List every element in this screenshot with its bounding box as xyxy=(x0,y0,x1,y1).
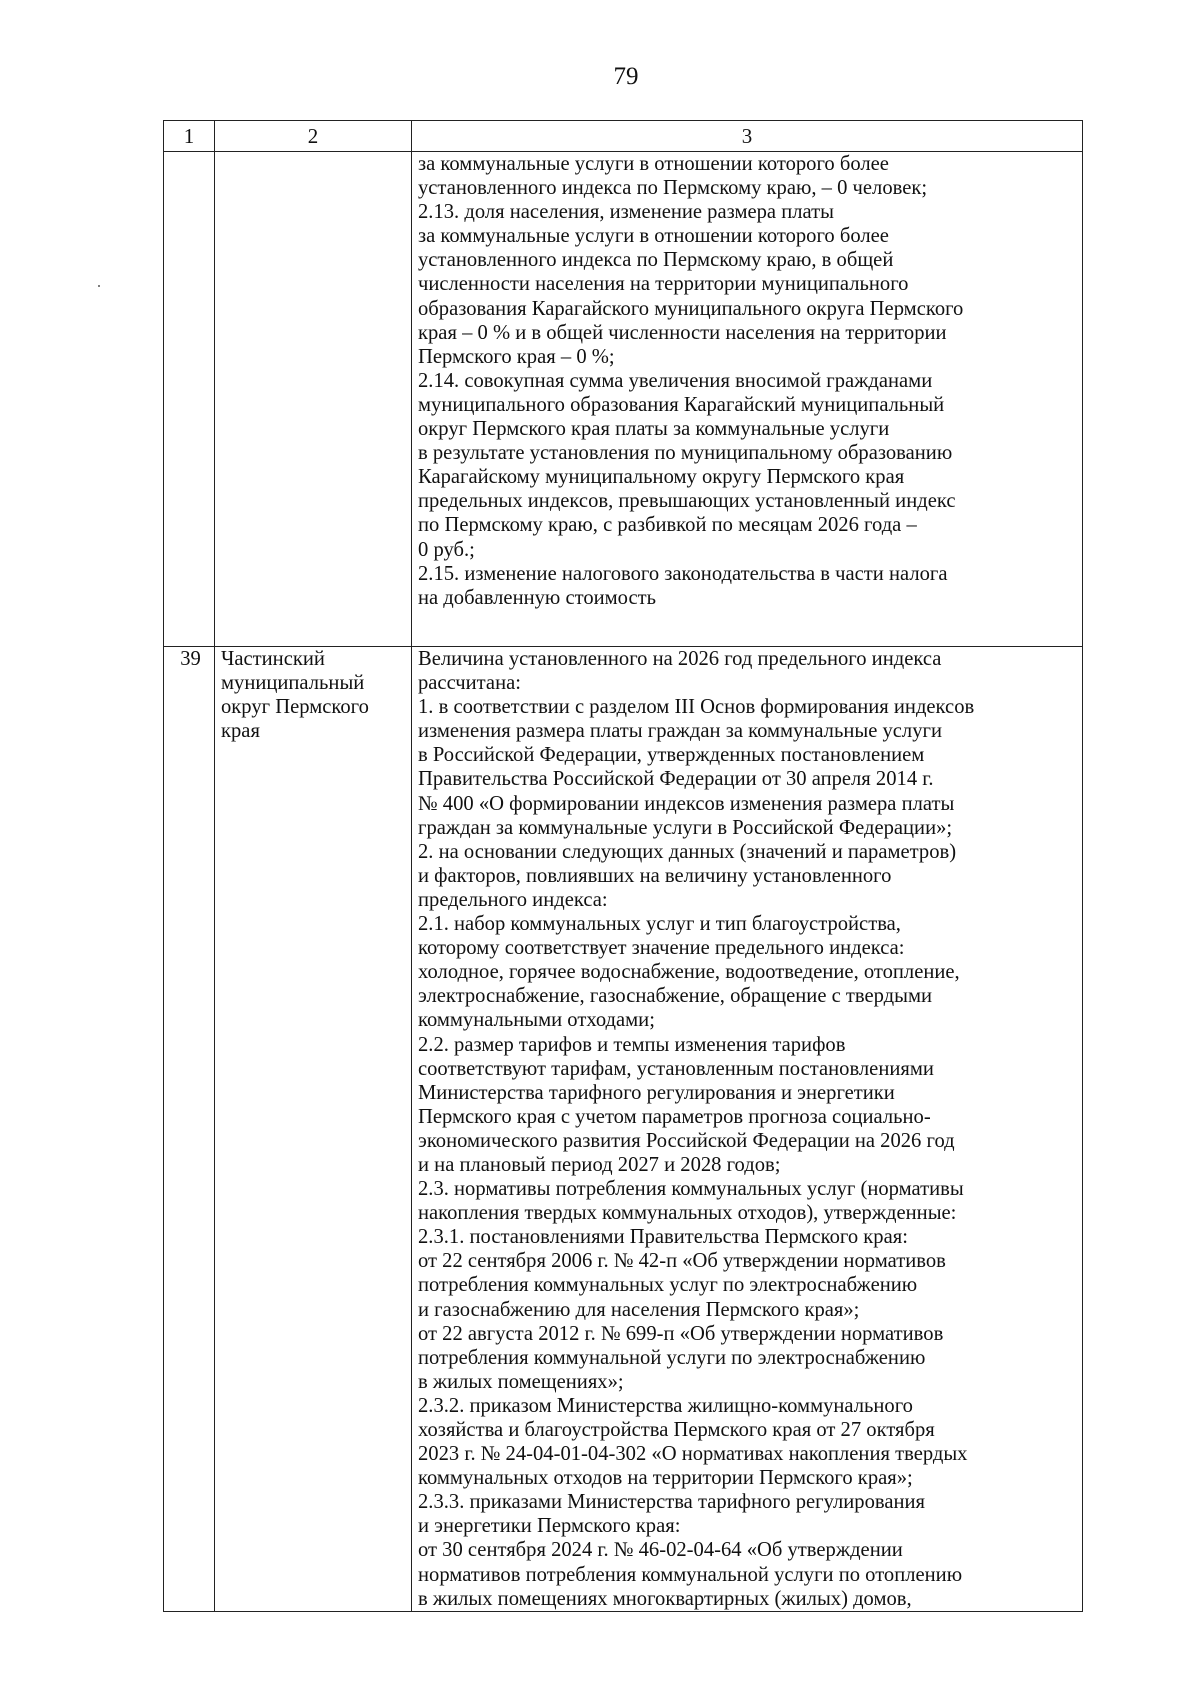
text-line: численности населения на территории муниципального xyxy=(418,273,909,296)
text-line: в жилых помещениях»; xyxy=(418,1370,624,1393)
text-line: Величина установленного на 2026 год предельного индекса xyxy=(418,648,942,670)
description-cell xyxy=(412,647,1083,1612)
text-line: потребления коммунальной услуги по электроснабжению xyxy=(418,1346,926,1369)
text-line: Пермского края с учетом параметров прогноза социально- xyxy=(418,1105,931,1128)
scan-speck xyxy=(98,285,100,287)
text-line: установленного индекса по Пермскому краю, в общей xyxy=(418,249,894,272)
table-row-continuation xyxy=(164,152,1083,647)
text-line: экономического развития Российской Федерации на 2026 год xyxy=(418,1129,955,1152)
municipality-line: округ Пермского xyxy=(221,696,369,719)
text-line: 2.1. набор коммунальных услуг и тип благоустройства, xyxy=(418,913,901,936)
description-cell xyxy=(412,152,1083,647)
text-line: электроснабжение, газоснабжение, обращение с твердыми xyxy=(418,985,933,1008)
text-line: Правительства Российской Федерации от 30 апреля 2014 г. xyxy=(418,768,934,791)
text-line: 2. на основании следующих данных (значений и параметров) xyxy=(418,840,957,863)
column-header-1: 1 xyxy=(164,121,215,152)
text-line: коммунальных отходов на территории Пермского края»; xyxy=(418,1467,913,1490)
text-line: 0 руб.; xyxy=(418,538,475,561)
text-line: образования Карагайского муниципального округа Пермского xyxy=(418,297,964,320)
text-line: края – 0 % и в общей численности населения на территории xyxy=(418,321,947,344)
row-number-cell: 39 xyxy=(164,647,215,1612)
text-line: Карагайскому муниципальному округу Пермского края xyxy=(418,466,905,489)
column-header-2: 2 xyxy=(215,121,412,152)
text-line: холодное, горячее водоснабжение, водоотведение, отопление, xyxy=(418,961,960,984)
text-line: нормативов потребления коммунальной услуги по отоплению xyxy=(418,1563,963,1586)
text-line: изменения размера платы граждан за коммунальные услуги xyxy=(418,720,942,743)
text-line: и факторов, повлиявших на величину установленного xyxy=(418,864,892,887)
text-line: хозяйства и благоустройства Пермского края от 27 октября xyxy=(418,1419,935,1441)
text-line: рассчитана: xyxy=(418,672,521,695)
text-line: 2.3. нормативы потребления коммунальных услуг (нормативы xyxy=(418,1178,964,1201)
text-line: Министерства тарифного регулирования и энергетики xyxy=(418,1081,895,1104)
text-line: за коммунальные услуги в отношении которого более xyxy=(418,153,889,175)
text-line: и газоснабжению для населения Пермского края»; xyxy=(418,1298,860,1321)
text-line: и на плановый период 2027 и 2028 годов; xyxy=(418,1153,781,1176)
text-line: 2023 г. № 24-04-01-04-302 «О нормативах накопления твердых xyxy=(418,1443,968,1466)
text-line: предельных индексов, превышающих установленный индекс xyxy=(418,490,956,513)
text-line: 2.2. размер тарифов и темпы изменения тарифов xyxy=(418,1033,846,1056)
text-line: по Пермскому краю, с разбивкой по месяцам 2026 года – xyxy=(418,514,917,537)
text-line: и энергетики Пермского края: xyxy=(418,1515,681,1538)
table-row-39 xyxy=(164,647,1083,1612)
column-header-3: 3 xyxy=(412,121,1083,152)
text-line: соответствуют тарифам, установленным постановлениями xyxy=(418,1057,934,1080)
text-line: в результате установления по муниципальному образованию xyxy=(418,442,953,465)
text-line: граждан за коммунальные услуги в Российской Федерации»; xyxy=(418,816,953,839)
text-line: № 400 «О формировании индексов изменения размера платы xyxy=(418,792,955,815)
page-number: 79 xyxy=(613,63,639,90)
text-line: 2.14. совокупная сумма увеличения вносимой гражданами xyxy=(418,369,933,392)
municipality-line: муниципальный xyxy=(221,672,365,695)
text-line: 2.15. изменение налогового законодательства в части налога xyxy=(418,562,948,585)
text-line: 2.3.1. постановлениями Правительства Пермского края: xyxy=(418,1226,908,1249)
text-line: на добавленную стоимость xyxy=(418,586,657,609)
text-line: установленного индекса по Пермскому краю, – 0 человек; xyxy=(418,177,928,200)
text-line: 2.3.3. приказами Министерства тарифного регулирования xyxy=(418,1491,925,1514)
text-line: муниципального образования Карагайский муниципальный xyxy=(418,393,945,416)
municipality-cell xyxy=(215,152,412,647)
text-line: накопления твердых коммунальных отходов), утвержденные: xyxy=(418,1202,957,1225)
row-number-cell xyxy=(164,152,215,647)
text-line: за коммунальные услуги в отношении которого более xyxy=(418,225,889,248)
municipality-line: края xyxy=(221,720,260,743)
text-line: 2.13. доля населения, изменение размера платы xyxy=(418,201,834,224)
text-line: 2.3.2. приказом Министерства жилищно-коммунального xyxy=(418,1394,913,1417)
index-table xyxy=(163,120,1083,1612)
table-header-row xyxy=(164,121,1083,152)
municipality-cell xyxy=(215,647,412,1612)
text-line: потребления коммунальных услуг по электроснабжению xyxy=(418,1274,918,1297)
text-line: в жилых помещениях многоквартирных (жилых) домов, xyxy=(418,1587,912,1610)
text-line: коммунальными отходами; xyxy=(418,1009,655,1032)
text-line: 1. в соответствии с разделом III Основ формирования индексов xyxy=(418,696,975,719)
text-line: которому соответствует значение предельного индекса: xyxy=(418,937,905,960)
text-line: предельного индекса: xyxy=(418,888,608,911)
text-line: Пермского края – 0 %; xyxy=(418,345,615,368)
text-line: в Российской Федерации, утвержденных постановлением xyxy=(418,744,925,767)
text-line: от 30 сентября 2024 г. № 46-02-04-64 «Об утверждении xyxy=(418,1539,903,1562)
text-line: от 22 августа 2012 г. № 699-п «Об утверждении нормативов xyxy=(418,1322,944,1345)
text-line: от 22 сентября 2006 г. № 42-п «Об утверждении нормативов xyxy=(418,1250,946,1273)
municipality-line: Частинский xyxy=(221,648,325,670)
text-line: округ Пермского края платы за коммунальные услуги xyxy=(418,418,890,441)
